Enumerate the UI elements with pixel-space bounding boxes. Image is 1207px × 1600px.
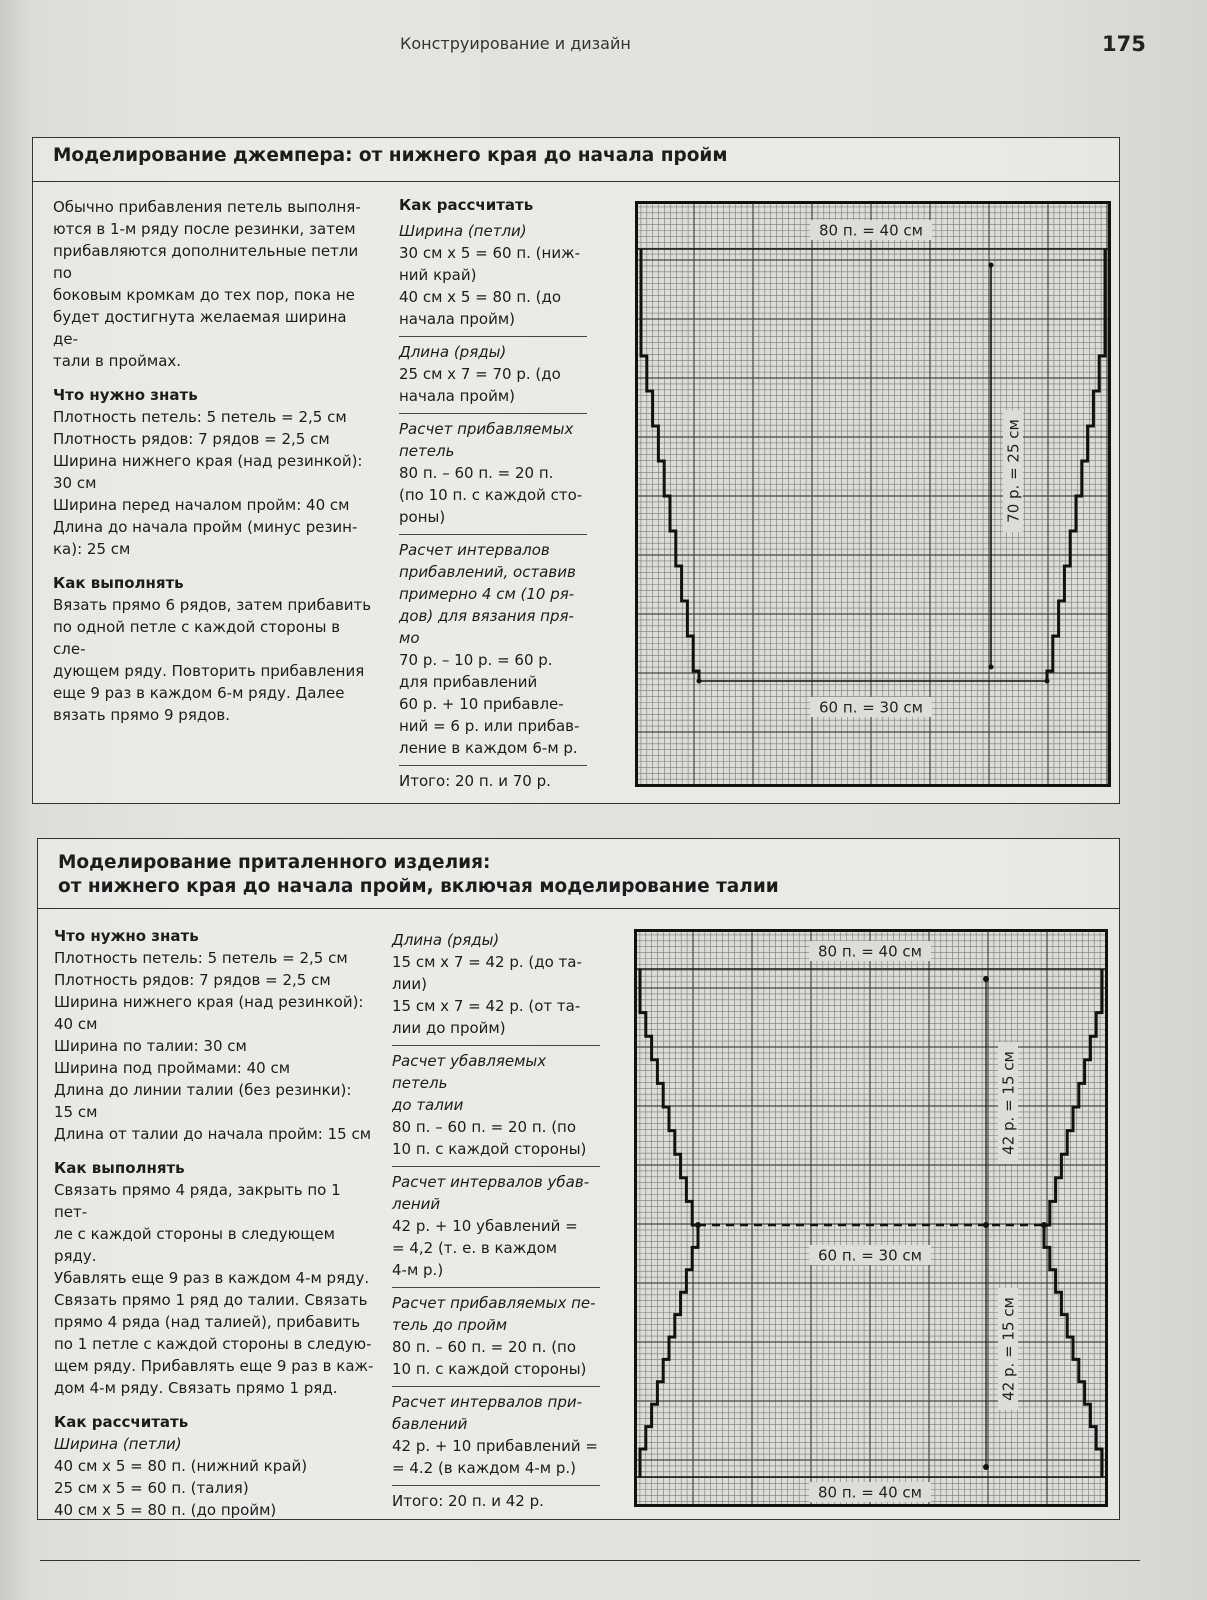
calc-column (392, 925, 600, 1512)
page-number: 175 (1102, 32, 1146, 56)
text-line: Длина от талии до начала пройм: 15 см (54, 1125, 372, 1143)
dimension-dot (989, 665, 994, 670)
calc-line: 10 п. с каждой стороны) (392, 1360, 587, 1378)
calc-section-label: прибавлений, оставив (399, 563, 576, 581)
text-line: дом 4-м ряду. Связать прямо 1 ряд. (54, 1379, 338, 1397)
text-line: будет достигнута желаемая ширина де- (53, 308, 347, 348)
text-line: Обычно прибавления петель выполня- (53, 198, 361, 216)
text-line: 40 см х 5 = 80 п. (нижний край) (54, 1457, 308, 1475)
fitted-schematic (634, 929, 1108, 1507)
text-line: Убавлять еще 9 раз в каждом 4-м ряду. (54, 1269, 370, 1287)
calc-section-label: Длина (ряды) (392, 931, 500, 949)
text-line: 25 см х 5 = 60 п. (талия) (54, 1479, 249, 1497)
text-line: по одной петле с каждой стороны в сле- (53, 618, 341, 658)
calc-section-label: Длина (ряды) (399, 343, 507, 361)
do-heading: Как выполнять (53, 574, 184, 592)
text-line: ле с каждой стороны в следующем ряду. (54, 1225, 335, 1265)
dimension-dot (983, 976, 989, 982)
dimension-dot (983, 1464, 989, 1470)
calc-sections (392, 925, 600, 1486)
label-text: 80 п. = 40 см (818, 1483, 922, 1502)
dimension-dot (989, 263, 994, 268)
running-header: Конструирование и дизайн (400, 34, 631, 53)
fitted-garment-box (37, 838, 1120, 1520)
text-line: тали в проймах. (53, 352, 182, 370)
calc-section (392, 1167, 600, 1288)
calc-section (392, 1046, 600, 1167)
calc-width-label: Ширина (петли) (54, 1435, 182, 1453)
dimension-label (1003, 410, 1023, 532)
calc-line: 15 см х 7 = 42 р. (от та- (392, 997, 581, 1015)
do-list (54, 1179, 376, 1399)
label-text: 80 п. = 40 см (818, 942, 922, 961)
calc-section-label: Расчет интервалов убав- (392, 1173, 590, 1191)
box-title-line2: от нижнего края до начала пройм, включая моделирование талии (58, 876, 779, 897)
calc-section-label: дов) для вязания пря- (399, 607, 574, 625)
dimension-dot (695, 1222, 701, 1228)
label-text: 70 р. = 25 см (1004, 419, 1023, 523)
calc-section-label: Расчет прибавляемых пе- (392, 1294, 596, 1312)
calc-section-label: лений (392, 1195, 441, 1213)
know-list (54, 947, 376, 1145)
text-line: Ширина нижнего края (над резинкой): (53, 452, 363, 470)
calc-line: 4-м р.) (392, 1261, 444, 1279)
calc-line: 10 п. с каждой стороны) (392, 1140, 587, 1158)
text-line: Плотность рядов: 7 рядов = 2,5 см (54, 971, 331, 989)
dimension-dot (1045, 679, 1050, 684)
text-line: прямо 4 ряда (над талией), прибавить (54, 1313, 361, 1331)
calc-line: = 4.2 (в каждом 4-м р.) (392, 1459, 576, 1477)
calc-line: 60 р. + 10 прибавле- (399, 695, 564, 713)
text-line: 40 см х 5 = 80 п. (до пройм) (54, 1501, 277, 1519)
calc-heading: Как рассчитать (399, 196, 534, 214)
text-line: Плотность рядов: 7 рядов = 2,5 см (53, 430, 330, 448)
box-title (38, 839, 1119, 909)
know-heading: Что нужно знать (53, 386, 198, 404)
text-line: вязать прямо 9 рядов. (53, 706, 231, 724)
calc-section-label: бавлений (392, 1415, 468, 1433)
dimension-label (810, 220, 932, 240)
calc-section (399, 337, 587, 414)
text-line: Плотность петель: 5 петель = 2,5 см (54, 949, 348, 967)
box-title-line1: Моделирование приталенного изделия: (58, 852, 491, 873)
calc-line: = 4,2 (т. е. в каждом (392, 1239, 558, 1257)
text-line: 15 см (54, 1103, 98, 1121)
text-line: ка): 25 см (53, 540, 131, 558)
calc-line: 15 см х 7 = 42 р. (до та- (392, 953, 582, 971)
calc-line: 70 р. – 10 р. = 60 р. (399, 651, 553, 669)
calc-total: Итого: 20 п. и 42 р. (392, 1492, 544, 1510)
dimension-label (998, 1288, 1018, 1410)
label-text: 42 р. = 15 см (999, 1051, 1018, 1155)
calc-line: для прибавлений (399, 673, 538, 691)
do-heading: Как выполнять (54, 1159, 185, 1177)
calc-line: начала пройм) (399, 387, 516, 405)
label-text: 80 п. = 40 см (819, 221, 923, 240)
calc-line: 42 р. + 10 убавлений = (392, 1217, 578, 1235)
text-line: Ширина под проймами: 40 см (54, 1059, 291, 1077)
jumper-schematic (635, 201, 1111, 787)
text-line: боковым кромкам до тех пор, пока не (53, 286, 355, 304)
calc-section-label: тель до пройм (392, 1316, 508, 1334)
calc-section-label: Расчет интервалов при- (392, 1393, 583, 1411)
text-line: Ширина перед началом пройм: 40 см (53, 496, 350, 514)
label-text: 60 п. = 30 см (818, 1246, 922, 1265)
left-column (54, 925, 376, 1521)
text-line: 40 см (54, 1015, 98, 1033)
calc-line: ний край) (399, 266, 477, 284)
text-line: Ширина по талии: 30 см (54, 1037, 247, 1055)
calc-sections (399, 216, 587, 766)
calc-line: 80 п. – 60 п. = 20 п. (по (392, 1118, 577, 1136)
text-line: Связать прямо 4 ряда, закрыть по 1 пет- (54, 1181, 341, 1221)
calc-section (399, 216, 587, 337)
calc-line: лии) (392, 975, 427, 993)
calc-section (399, 535, 587, 766)
calc-line: 42 р. + 10 прибавлений = (392, 1437, 598, 1455)
calc-section-label: до талии (392, 1096, 464, 1114)
dimension-label (998, 1042, 1018, 1164)
text-line: Вязать прямо 6 рядов, затем прибавить (53, 596, 372, 614)
calc-section-label: Расчет прибавляемых (399, 420, 574, 438)
calc-line: ний = 6 р. или прибав- (399, 717, 580, 735)
dimension-label (809, 1482, 931, 1502)
text-line: 30 см (53, 474, 97, 492)
dimension-label (809, 1245, 931, 1265)
dimension-dot (1041, 1222, 1047, 1228)
calc-section (392, 1387, 600, 1486)
text-line: Связать прямо 1 ряд до талии. Связать (54, 1291, 368, 1309)
calc-width-list (54, 1455, 376, 1521)
text-line: Плотность петель: 5 петель = 2,5 см (53, 408, 347, 426)
calc-section (392, 925, 600, 1046)
calc-line: 40 см х 5 = 80 п. (до (399, 288, 562, 306)
calc-section-label: мо (399, 629, 420, 647)
dimension-dot (697, 679, 702, 684)
text-line: Длина до начала пройм (минус резин- (53, 518, 358, 536)
calc-section (399, 414, 587, 535)
calc-section-label: примерно 4 см (10 ря- (399, 585, 575, 603)
intro-text (53, 196, 373, 372)
text-line: Длина до линии талии (без резинки): (54, 1081, 352, 1099)
calc-heading: Как рассчитать (54, 1413, 189, 1431)
label-text: 42 р. = 15 см (999, 1297, 1018, 1401)
calc-section-label: Расчет интервалов (399, 541, 550, 559)
calc-section-label: Ширина (петли) (399, 222, 527, 240)
calc-line: лии до пройм) (392, 1019, 506, 1037)
text-line: еще 9 раз в каждом 6-м ряду. Далее (53, 684, 345, 702)
know-list (53, 406, 373, 560)
text-line: щем ряду. Прибавлять еще 9 раз в каж- (54, 1357, 374, 1375)
do-list (53, 594, 373, 726)
text-line: Ширина нижнего края (над резинкой): (54, 993, 364, 1011)
text-line: по 1 петле с каждой стороны в следую- (54, 1335, 372, 1353)
calc-column (399, 194, 587, 792)
calc-line: ление в каждом 6-м р. (399, 739, 578, 757)
dimension-label (810, 697, 932, 717)
bleed-through-text (30, 78, 44, 124)
footer-rule (40, 1560, 1140, 1561)
know-heading: Что нужно знать (54, 927, 199, 945)
text-line: прибавляются дополнительные петли по (53, 242, 359, 282)
calc-line: 80 п. – 60 п. = 20 п. (399, 464, 554, 482)
label-text: 60 п. = 30 см (819, 698, 923, 717)
calc-section-label: петель (399, 442, 455, 460)
box-title: Моделирование джемпера: от нижнего края до начала пройм (33, 138, 1119, 182)
dimension-dot (983, 1222, 989, 1228)
left-column (53, 196, 373, 726)
calc-line: (по 10 п. с каждой сто- (399, 486, 583, 504)
calc-line: 80 п. – 60 п. = 20 п. (по (392, 1338, 577, 1356)
text-line: дующем ряду. Повторить прибавления (53, 662, 365, 680)
calc-line: 30 см х 5 = 60 п. (ниж- (399, 244, 581, 262)
calc-section-label: Расчет убавляемых петель (392, 1052, 547, 1092)
text-line: ются в 1-м ряду после резинки, затем (53, 220, 356, 238)
calc-line: начала пройм) (399, 310, 516, 328)
dimension-label (809, 941, 931, 961)
jumper-modeling-box (32, 137, 1120, 804)
calc-line: роны) (399, 508, 446, 526)
calc-total: Итого: 20 п. и 70 р. (399, 772, 551, 790)
calc-line: 25 см х 7 = 70 р. (до (399, 365, 561, 383)
calc-section (392, 1288, 600, 1387)
